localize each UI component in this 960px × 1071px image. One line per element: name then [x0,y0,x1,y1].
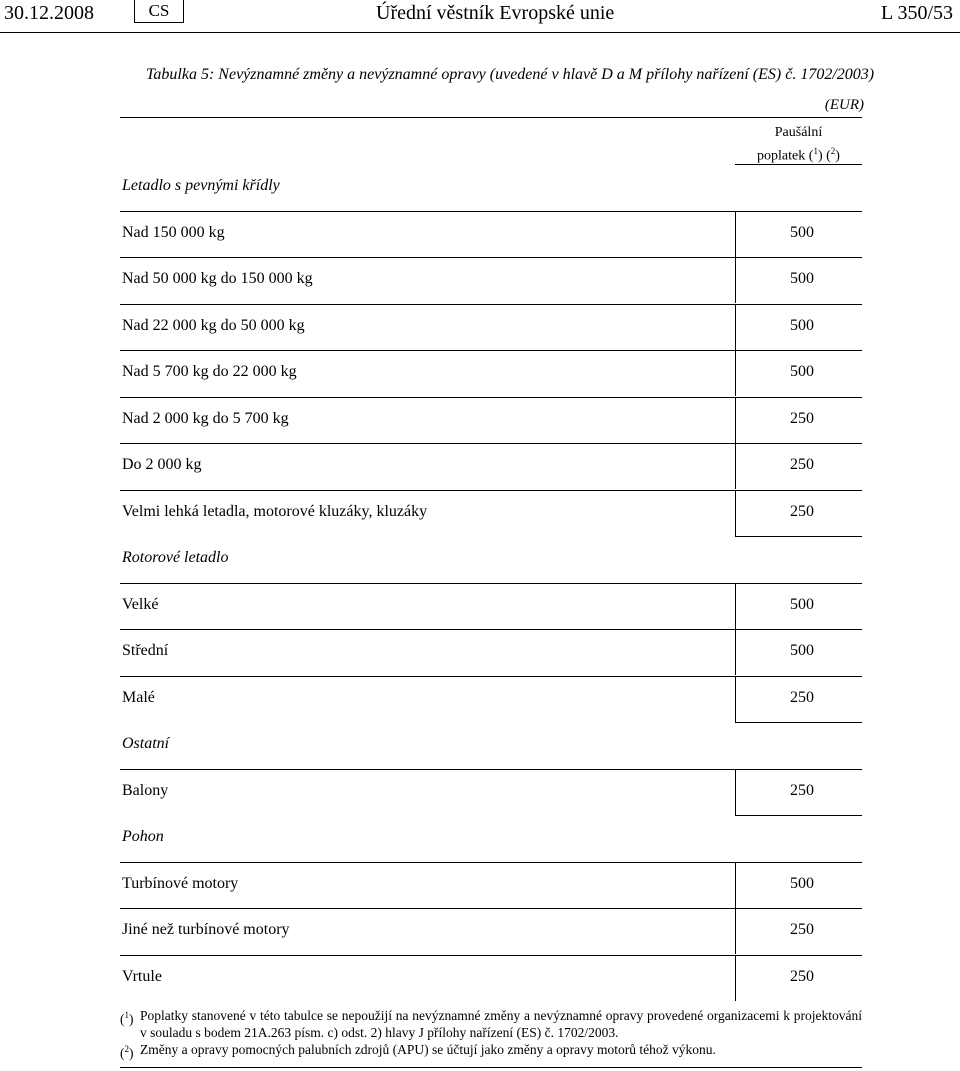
row-divider [120,955,862,956]
row-label: Střední [122,642,169,659]
table-row [120,769,862,815]
row-label: Balony [122,781,169,799]
fee-value: 500 [790,270,814,287]
section-row [120,815,862,861]
footnote-ref-2: 2 [830,146,836,156]
fee-value: 500 [790,874,814,892]
row-label: Nad 22 000 kg do 50 000 kg [122,316,305,334]
currency-label: (EUR) [824,97,864,113]
fee-value: 250 [790,688,814,706]
table-row [120,257,862,303]
fee-value: 250 [790,781,814,799]
row-label: Nad 5 700 kg do 22 000 kg [122,363,297,380]
section-heading: Pohon [122,828,164,845]
table-row [120,629,862,675]
row-divider [120,443,862,444]
row-divider [735,536,862,537]
header-divider [0,32,960,33]
column-header-flat-fee: Paušální poplatek ($^1$) ($^2$) [757,125,840,164]
table-row [120,583,862,629]
row-divider [120,629,862,630]
section-heading: Rotorové letadlo [122,549,229,566]
fee-value: 250 [790,456,814,473]
row-divider [120,397,862,398]
fee-value: 250 [790,502,814,520]
row-divider [120,490,862,491]
table-row [120,350,862,396]
table-top-rule [120,117,862,118]
section-heading: Letadlo s pevnými křídly [122,177,280,194]
row-divider [735,164,862,165]
row-label: Malé [122,688,155,706]
section-heading: Ostatní [122,735,170,752]
row-label: Nad 50 000 kg do 150 000 kg [122,270,313,287]
fee-value: 250 [790,967,814,985]
row-divider [120,304,862,305]
page-header [0,0,960,36]
row-divider [120,350,862,351]
language-badge: CS [134,0,184,23]
row-label: Nad 2 000 kg do 5 700 kg [122,409,289,427]
table-title: Tabulka 5: Nevýznamné změny a nevýznamné opravy (uvedené v hlavě D a M přílohy nařízení (ES) č. 1702/2003) [146,66,875,83]
fee-value: 250 [790,921,814,938]
table-bottom-rule [120,1067,862,1068]
row-divider [120,676,862,677]
table-row [120,443,862,489]
table-row [120,397,862,443]
row-divider [120,769,862,770]
fee-value: 500 [790,223,814,241]
row-divider [120,908,862,909]
row-divider [735,815,862,816]
row-divider [120,257,862,258]
footnote-text: Změny a opravy pomocných palubních zdrojů (APU) se účtují jako změny a opravy motorů téhož výkonu. [140,1042,716,1057]
column-header-line1: Paušální [774,125,823,140]
row-label: Do 2 000 kg [122,456,202,473]
fee-value: 500 [790,363,814,380]
fee-value: 500 [790,642,814,659]
column-header-line2: poplatek [757,148,806,164]
row-label: Turbínové motory [122,874,239,892]
table-row [120,908,862,954]
footnotes [120,1007,862,1061]
publication-date: 30.12.2008 [4,2,94,24]
section-row [120,536,862,582]
row-label: Velmi lehká letadla, motorové kluzáky, kluzáky [122,502,428,520]
footnote-number: 2 [124,1044,129,1054]
section-row [120,722,862,768]
row-divider [120,862,862,863]
table-row [120,490,862,536]
row-label: Nad 150 000 kg [122,223,225,241]
table-row [120,955,862,1001]
row-label: Jiné než turbínové motory [122,921,290,938]
fee-value: 250 [790,409,814,427]
page-reference: L 350/53 [880,2,953,24]
fee-value: 500 [790,316,814,334]
row-divider [735,722,862,723]
section-row [120,164,862,210]
footnote-marker: ($^1$) [120,1010,134,1027]
footnote-text: Poplatky stanovené v této tabulce se nepoužijí na nevýznamné změny a nevýznamné opravy provedené organizacemi k projektování v souladu s bodem 21A.263 písm. c) odst. 2) hlavy J přílohy nařízení (ES) č. 1702/2003. [140,1008,862,1040]
table-row [120,304,862,350]
footnote-number: 1 [124,1010,129,1020]
table-row [120,676,862,722]
footnote [120,1041,862,1061]
row-label: Vrtule [122,967,162,985]
table-row [120,862,862,908]
footnote [120,1007,862,1041]
footnote-ref-1: 1 [813,146,818,156]
row-label: Velké [122,595,159,613]
row-divider [120,211,862,212]
row-divider [120,583,862,584]
fee-value: 500 [790,595,814,613]
footnote-marker: ($^2$) [120,1044,134,1061]
table-row [120,211,862,257]
journal-title: Úřední věstník Evropské unie [376,2,615,24]
